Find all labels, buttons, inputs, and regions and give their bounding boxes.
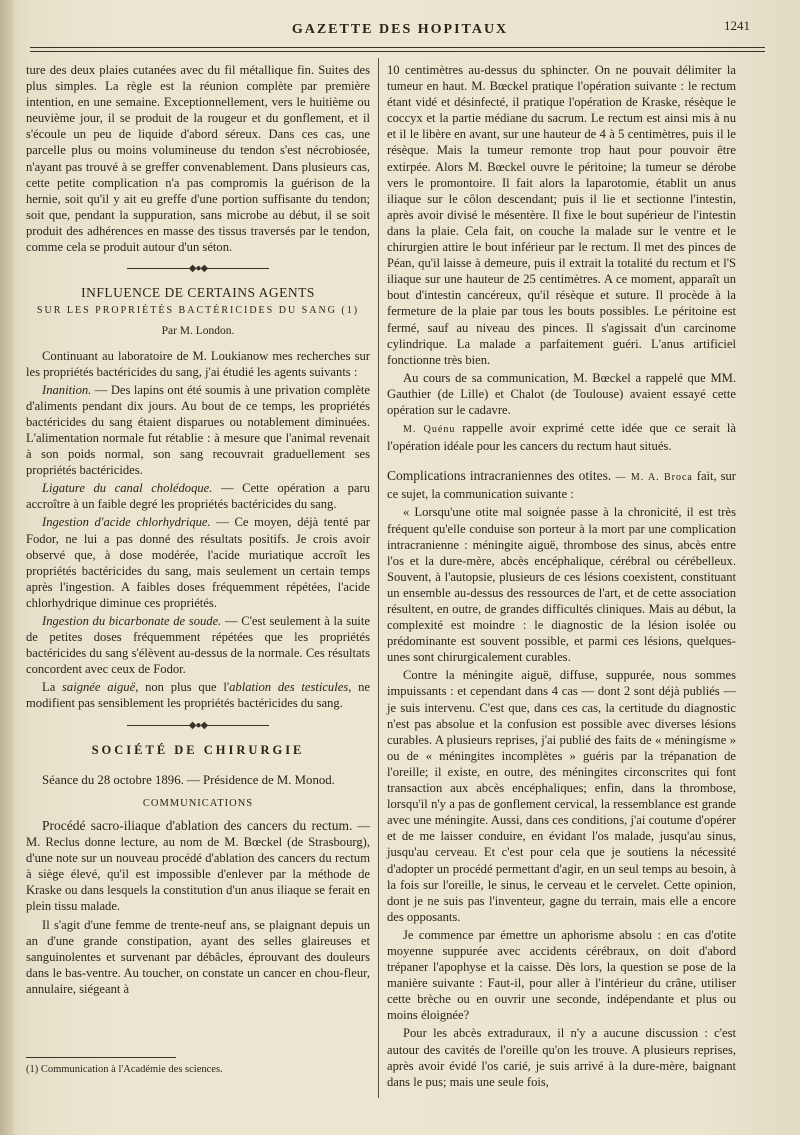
list-item: [26, 480, 370, 512]
society-title: SOCIÉTÉ DE CHIRURGIE: [91, 742, 305, 757]
journal-title: GAZETTE DES HOPITAUX: [291, 22, 509, 37]
text-run: La: [42, 680, 63, 695]
speaker-name: M. Quénu: [403, 424, 456, 436]
complications-heading-paragraph: [387, 468, 736, 502]
column-divider: [378, 58, 379, 1098]
procedure-text: — M. Reclus donne lecture, au nom de M. Bœckel (de Strasbourg), d'une note sur un nouveau procédé d'ablation des cancers du rectum à siège élevé, qu'il est impossible d'enlever par la méthode de Kraske ou dans lesquels la constitution d'un anus iliaque se ferait en plein tissu malade.: [26, 818, 370, 914]
page-number: 1241: [724, 18, 750, 33]
list-item: [26, 382, 370, 479]
header-rule: [30, 47, 765, 48]
article-intro: Continuant au laboratoire de M. Loukianow mes recherches sur les propriétés bactéricides du sang, j'ai étudié les agents suivants :: [26, 348, 370, 379]
footnote-rule: [26, 1057, 176, 1058]
quote-paragraph: Je commence par émettre un aphorisme absolu : en cas d'otite moyenne suppurée avec accidents cérébraux, on doit d'abord trépaner l'apophyse et la caisse. Dès lors, la question se pose de la manière suivante : Faut-il, pour aller à l'intérieur du crâne, utiliser cette brèche ou en ouvrir une seconde, indépendante et plus ou moins éloignée?: [387, 927, 736, 1023]
text-run: , non plus que l': [135, 680, 230, 695]
quote-paragraph: Pour les abcès extraduraux, il n'y a aucune discussion : c'est autour des cavités de l'oreille qu'on les trouve. A plusieurs reprises, après avoir évidé l'os carié, je suis arrivé à la dure-mère, baignant dans le pus; mais une seule fois,: [387, 1026, 736, 1089]
item-text: — Des lapins ont été soumis à une privation complète d'aliments pendant dix jours. Au bout de ce temps, les propriétés bactéricides du sang étaient disparues ou notablement diminuées. L'alimentation normale fut rétablie : à mesure que l'animal revenait à son poids normal, son sang recouvrait graduellement ses propriétés bactéricides.: [26, 382, 370, 478]
closing-paragraph: [26, 679, 370, 711]
list-item: [26, 514, 370, 611]
section-ornament: ◆●◆: [26, 261, 370, 277]
left-column: [26, 62, 370, 999]
article-title: INFLUENCE DE CERTAINS AGENTS: [81, 285, 315, 301]
article-author: Par M. London.: [161, 325, 235, 338]
complications-text: fait, sur ce sujet, la communication suivante :: [387, 469, 736, 502]
continued-paragraph: 10 centimètres au-dessus du sphincter. On ne pouvait délimiter la tumeur en haut. M. Bœckel pratique l'opération suivante : le rectum étant vidé et désinfecté, il pratique l'opération de Kraske, résèque le coccyx et la partie médiane du sacrum. Le rectum est ainsi mis à nu et il le libère en avant, sur une hauteur de 4 à 5 centimètres, puis il le résèque. Mais la tumeur remonte trop haut pour pouvoir être extirpée. Alors M. Bœckel ouvre le péritoine; la tumeur se dérobe vers le promontoire. Il fait alors la laparotomie, établit un anus iliaque sur le côlon descendant; puis il lie et sectionne l'intestin, après avoir divisé le mésentère. Il fixe le bout supérieur de l'intestin dans la plaie. Cela fait, on couche la malade sur le ventre et le chirurgien attire le bout inférieur par le rectum. Il met des pinces de Péan, qu'il laisse à demeure, puis il extrait la totalité du rectum et l'S iliaque sur une hauteur de 25 centimètres. A ce moment, apparaît un bout d'intestin cancéreux, qu'il résèque et suture. Il procède à la fermeture de la plaie par tous les bouts possibles. Le péritoine est fermé, sauf au niveau des pinces. Il s'agissait d'un carcinome cylindrique. La malade a parfaitement guéri. L'anus artificiel fonctionne très bien.: [387, 63, 736, 367]
header-rule-double: [30, 51, 765, 52]
continued-paragraph: ture des deux plaies cutanées avec du fil métallique fin. Suites des plus simples. La règle est la réunion complète par première intention, en une semaine. Exceptionnellement, vers le huitième ou neuvième jour, il se produit de la rougeur et du gonflement, et il s'écoule un peu de liquide d'abord séreux. Dans ces cas, une parcelle plus ou moins volumineuse du tendon s'est nécrobiosée, n'ayant pas trouvé à se greffer convenablement. Dans plusieurs cas, cette petite complication n'a pas compromis la guérison de la hernie, soit qu'il y ait eu greffe d'une portion suffisante du tendon; soit que, pendant la suppuration, sans microbe au début, il se soit produit des adhérences en masse des tissus traversés par le tendon, comme cela se produit autour d'un séton.: [26, 63, 370, 255]
session-line: Séance du 28 octobre 1896. — Présidence de M. Monod.: [42, 772, 335, 787]
paragraph: Au cours de sa communication, M. Bœckel a rappelé que MM. Gauthier (de Lille) et Chalot (de Toulouse) avaient essayé cette opération sur le cadavre.: [387, 370, 736, 417]
page-header: [20, 18, 780, 46]
paragraph: [387, 420, 736, 454]
right-column: [387, 62, 736, 1092]
complications-title: Complications intracraniennes des otites.: [387, 468, 612, 484]
article-subtitle: SUR LES PROPRIÉTÉS BACTÉRICIDES DU SANG (1): [36, 305, 360, 317]
item-term: Ingestion du bicarbonate de soude.: [42, 614, 222, 628]
item-term: Ingestion d'acide chlorhydrique.: [42, 515, 211, 530]
quote-paragraph: « Lorsqu'une otite mal soignée passe à la chronicité, il est très fréquent qu'elle conduise son porteur à la mort par une complication intracranienne : méningite aiguë, thrombose des sinus, abcès entre l'os et la dure-mère, abcès encéphalique, cérébral ou cérébelleux. Souvent, à l'autopsie, plusieurs de ces lésions coexistent, constituant un ensemble au-dessus des ressources de l'art, et de cette association résultent, en outre, de grandes difficultés cliniques. Mais au début, la complexité est moindre : le diagnostic de la lésion isolée ou prédominante est souvent possible, et parmi ces lésions, quelques-unes sont chirurgicalement curables.: [387, 505, 736, 665]
case-paragraph: Il s'agit d'une femme de trente-neuf ans, se plaignant depuis un an d'une grande constipation, ayant des selles glaireuses et sanguinolentes et survenant par débâcles, éprouvant des douleurs dans le bas-ventre. Au toucher, on constate un cancer en chou-fleur, annulaire, siégeant à: [26, 917, 370, 996]
speaker-name: — M. A. Broca: [611, 472, 693, 484]
procedure-paragraph: [26, 818, 370, 915]
procedure-title: Procédé sacro-iliaque d'ablation des cancers du rectum.: [42, 817, 353, 833]
page-binding-edge: [0, 0, 14, 1135]
italic-run: ablation des testicules: [229, 680, 349, 695]
item-term: Ligature du canal cholédoque.: [42, 481, 213, 496]
item-term: Inanition.: [42, 382, 92, 397]
italic-run: saignée aiguë: [62, 680, 136, 695]
list-item: [26, 613, 370, 677]
paragraph-text: rappelle avoir exprimé cette idée que ce serait là l'opération idéale pour les cancers du rectum haut situés.: [387, 421, 736, 454]
item-text: — Ce moyen, déjà tenté par Fodor, ne lui a pas donné des résultats positifs. Je crois avoir observé que, à dose modérée, l'acide muriatique accroît les propriétés bactéricides du sang, mais seulement un certain temps après l'ingestion. A faibles doses fréquemment répétées, l'acide chlorhydrique diminue ces propriétés.: [26, 515, 370, 610]
footnote: (1) Communication à l'Académie des sciences.: [26, 1064, 223, 1075]
text-run: , ne modifient pas sensiblement les propriétés bactéricides du sang.: [26, 680, 371, 711]
item-text: — C'est seulement à la suite de petites doses fréquemment répétées que les propriétés bactéricides du sang s'élèvent au-dessus de la normale. Ces résultats concordent avec ceux de Fodor.: [26, 614, 370, 677]
section-ornament: ◆●◆: [26, 718, 370, 734]
communications-heading: COMMUNICATIONS: [142, 797, 254, 809]
quote-paragraph: Contre la méningite aiguë, diffuse, suppurée, nous sommes impuissants : et cependant dans 4 cas — dont 2 sont déjà publiés — je suis intervenu. C'est que, dans ces cas, la certitude du diagnostic n'est pas absolue et la confusion est possible avec diverses lésions curables. A plusieurs reprises, j'ai publié des faits de « méningisme » ou de « méningites incomplètes » guéris par la trépanation de l'oreille; il existe, en outre, des méningites circonscrites qui font transaction aux abcès encéphaliques; enfin, dans la thrombose, lorsqu'il n'y a pas de gonflement cervical, la ressemblance est grande avec une méningite. Aussi, dans ces conditions, j'ai coutume d'opérer et de me laisser conduire, en évidant l'os malade, jusqu'au sinus, jusqu'au cerveau. Et c'est pour cela que je soutiens la nécessité d'adopter un procédé permettant d'agir, en un seul temps au besoin, à la fois sur l'oreille, le sinus, le cerveau et le cervelet. Cette opinion, dont je ne suis pas l'inventeur, gagne du terrain, mais elle a encore des opposants.: [387, 668, 736, 924]
item-text: — Cette opération a paru accroître à un faible degré les propriétés bactéricides du sang.: [26, 481, 370, 512]
